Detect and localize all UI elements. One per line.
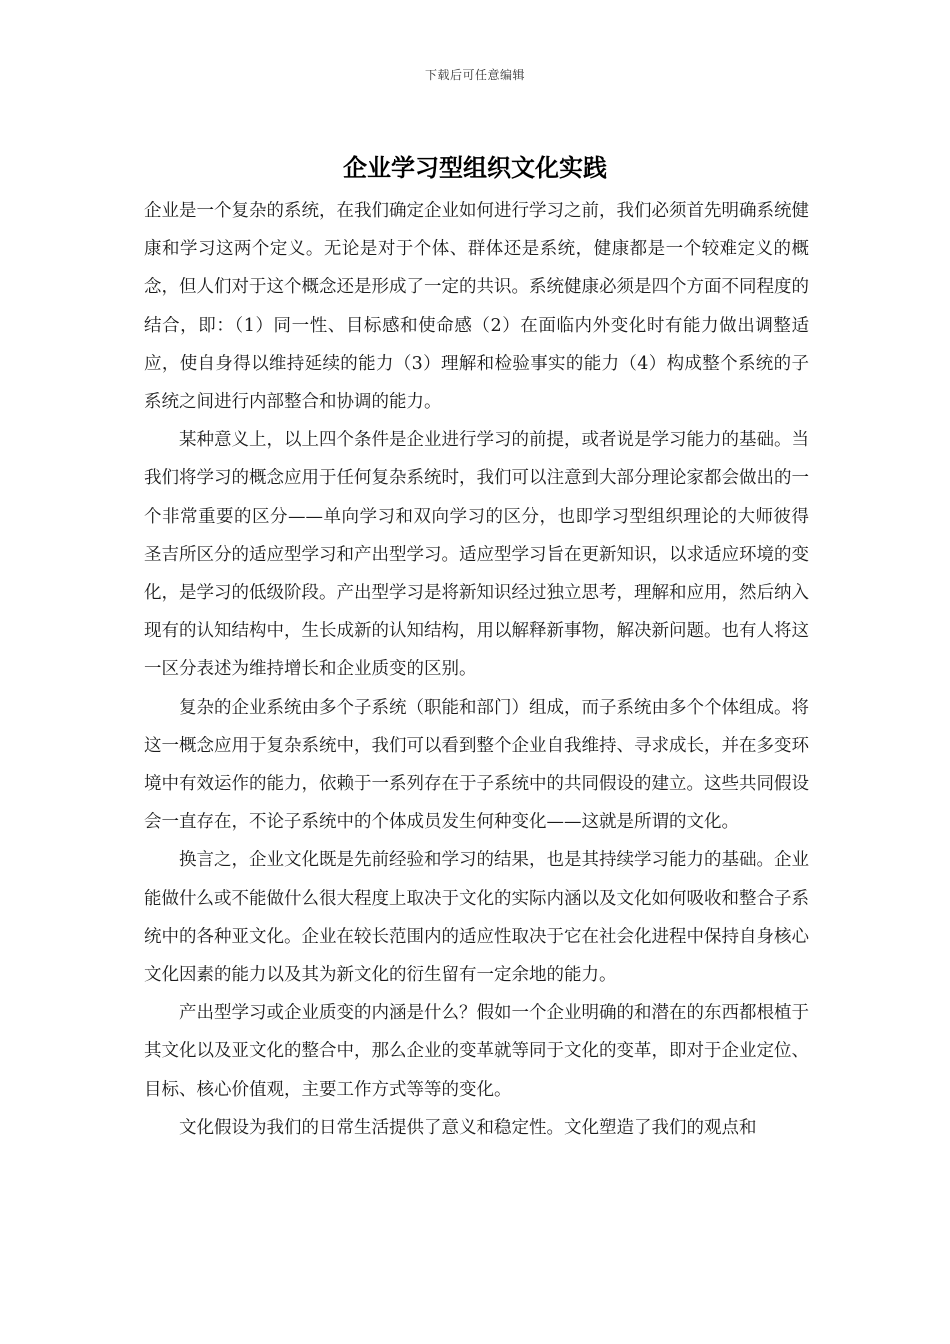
paragraph-3: 复杂的企业系统由多个子系统（职能和部门）组成，而子系统由多个个体组成。将这一概念应用于复杂系统中，我们可以看到整个企业自我维持、寻求成长，并在多变环境中有效运作的能力，依赖于一系列存在于子系统中的共同假设的建立。这些共同假设会一直存在，不论子系统中的个体成员发生何种变化——这就是所谓的文化。 (144, 697, 809, 833)
document-title: 企业学习型组织文化实践 (343, 153, 607, 182)
paragraph-1: 企业是一个复杂的系统，在我们确定企业如何进行学习之前，我们必须首先明确系统健康和学习这两个定义。无论是对于个体、群体还是系统，健康都是一个较难定义的概念，但人们对于这个概念还是形成了一定的共识。系统健康必须是四个方面不同程度的结合，即：（1）同一性、目标感和使命感（2）在面临内外变化时有能力做出调整适应，使自身得以维持延续的能力（3）理解和检验事实的能力（4）构成整个系统的子系统之间进行内部整合和协调的能力。 (144, 201, 809, 413)
paragraph-6: 文化假设为我们的日常生活提供了意义和稳定性。文化塑造了我们的观点和 (179, 1117, 757, 1138)
paragraph-4: 换言之，企业文化既是先前经验和学习的结果，也是其持续学习能力的基础。企业能做什么或不能做什么很大程度上取决于文化的实际内涵以及文化如何吸收和整合子系统中的各种亚文化。企业在较长范围内的适应性取决于它在社会化进程中保持自身核心文化因素的能力以及其为新文化的衍生留有一定余地的能力。 (144, 850, 809, 986)
paragraph-5: 产出型学习或企业质变的内涵是什么？假如一个企业明确的和潜在的东西都根植于其文化以及亚文化的整合中，那么企业的变革就等同于文化的变革，即对于企业定位、目标、核心价值观，主要工作方式等等的变化。 (144, 1003, 809, 1100)
document-body (144, 192, 809, 1147)
header-note: 下载后可任意编辑 (424, 68, 525, 82)
paragraph-2: 某种意义上，以上四个条件是企业进行学习的前提，或者说是学习能力的基础。当我们将学习的概念应用于任何复杂系统时，我们可以注意到大部分理论家都会做出的一个非常重要的区分——单向学习和双向学习的区分，也即学习型组织理论的大师彼得 圣吉所区分的适应型学习和产出型学习。适应型学习旨在更新知识，以求适应环境的变化，是学习的低级阶段。产出型学习是将新知识经过独立思考，理解和应用，然后纳入现有的认知结构中，生长成新的认知结构，用以解释新事物，解决新问题。也有人将这一区分表述为维持增长和企业质变的区别。 (144, 430, 809, 680)
